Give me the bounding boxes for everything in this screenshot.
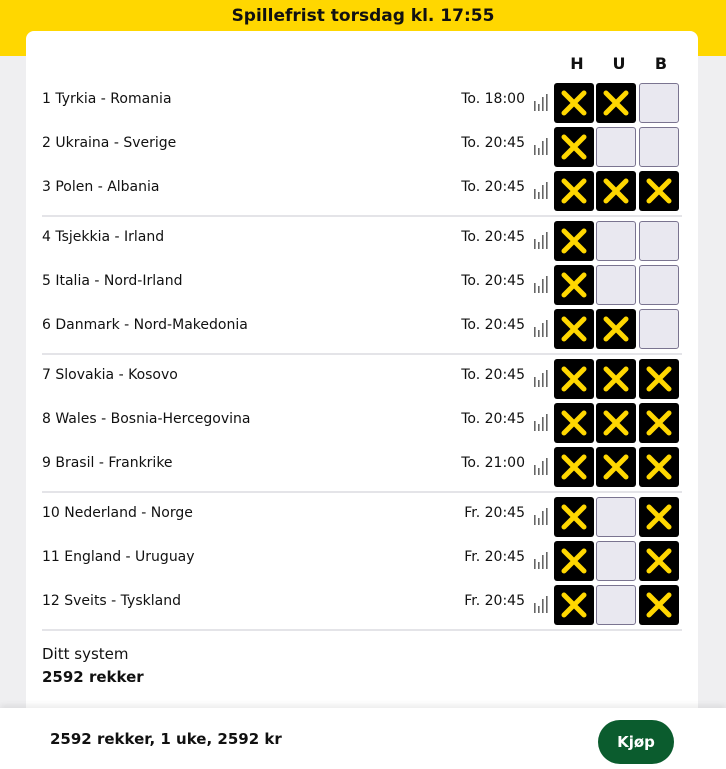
x-mark-icon	[560, 133, 588, 161]
pick-box-b[interactable]	[639, 221, 679, 261]
pick-box-u[interactable]	[596, 585, 636, 625]
match-time: Fr. 20:45	[464, 505, 525, 521]
pick-box-b[interactable]	[639, 265, 679, 305]
match-time: To. 20:45	[461, 367, 525, 383]
x-mark-icon	[602, 365, 630, 393]
x-mark-icon	[560, 177, 588, 205]
match-row	[42, 169, 682, 213]
x-mark-icon	[560, 89, 588, 117]
pick-box-u[interactable]	[596, 359, 636, 399]
match-time: To. 21:00	[461, 455, 525, 471]
group-divider	[42, 353, 682, 355]
bar-chart-icon[interactable]	[533, 369, 549, 387]
x-mark-icon	[560, 547, 588, 575]
pick-box-b[interactable]	[639, 83, 679, 123]
x-mark-icon	[560, 365, 588, 393]
x-mark-icon	[560, 591, 588, 619]
bar-chart-icon[interactable]	[533, 457, 549, 475]
bar-chart-icon[interactable]	[533, 413, 549, 431]
pick-box-b[interactable]	[639, 127, 679, 167]
match-time: Fr. 20:45	[464, 549, 525, 565]
bar-chart-icon[interactable]	[533, 319, 549, 337]
pick-box-u[interactable]	[596, 83, 636, 123]
pick-box-h[interactable]	[554, 127, 594, 167]
match-label: 7 Slovakia - Kosovo	[42, 367, 178, 383]
match-time: To. 20:45	[461, 229, 525, 245]
pick-box-b[interactable]	[639, 359, 679, 399]
x-mark-icon	[560, 315, 588, 343]
buy-button[interactable]: Kjøp	[598, 720, 674, 764]
match-time: To. 18:00	[461, 91, 525, 107]
match-label: 5 Italia - Nord-Irland	[42, 273, 183, 289]
x-mark-icon	[645, 591, 673, 619]
column-header-b: B	[654, 54, 668, 73]
x-mark-icon	[560, 409, 588, 437]
bar-chart-icon[interactable]	[533, 275, 549, 293]
pick-box-u[interactable]	[596, 403, 636, 443]
pick-box-h[interactable]	[554, 221, 594, 261]
pick-box-h[interactable]	[554, 585, 594, 625]
pick-box-u[interactable]	[596, 541, 636, 581]
pick-box-h[interactable]	[554, 541, 594, 581]
pick-box-b[interactable]	[639, 309, 679, 349]
x-mark-icon	[645, 547, 673, 575]
match-row	[42, 401, 682, 445]
pick-box-b[interactable]	[639, 403, 679, 443]
match-row	[42, 81, 682, 125]
column-header-h: H	[570, 54, 584, 73]
match-row	[42, 125, 682, 169]
pick-box-u[interactable]	[596, 447, 636, 487]
x-mark-icon	[560, 503, 588, 531]
x-mark-icon	[645, 177, 673, 205]
bar-chart-icon[interactable]	[533, 137, 549, 155]
bar-chart-icon[interactable]	[533, 507, 549, 525]
pick-box-b[interactable]	[639, 497, 679, 537]
match-label: 2 Ukraina - Sverige	[42, 135, 177, 151]
pick-box-b[interactable]	[639, 171, 679, 211]
bar-chart-icon[interactable]	[533, 551, 549, 569]
match-row	[42, 539, 682, 583]
bar-chart-icon[interactable]	[533, 595, 549, 613]
pick-box-u[interactable]	[596, 265, 636, 305]
pick-box-b[interactable]	[639, 585, 679, 625]
bar-chart-icon[interactable]	[533, 181, 549, 199]
x-mark-icon	[602, 409, 630, 437]
x-mark-icon	[645, 365, 673, 393]
pick-box-b[interactable]	[639, 541, 679, 581]
pick-box-u[interactable]	[596, 497, 636, 537]
match-time: To. 20:45	[461, 135, 525, 151]
match-label: 9 Brasil - Frankrike	[42, 455, 173, 471]
x-mark-icon	[560, 453, 588, 481]
system-label: Ditt system	[42, 645, 129, 663]
match-row	[42, 445, 682, 489]
pick-box-h[interactable]	[554, 497, 594, 537]
pick-box-h[interactable]	[554, 359, 594, 399]
match-label: 4 Tsjekkia - Irland	[42, 229, 165, 245]
order-summary: 2592 rekker, 1 uke, 2592 kr	[50, 730, 282, 748]
match-row	[42, 583, 682, 627]
pick-box-h[interactable]	[554, 83, 594, 123]
match-row	[42, 357, 682, 401]
system-value: 2592 rekker	[42, 668, 144, 686]
match-time: To. 20:45	[461, 273, 525, 289]
deadline-title: Spillefrist torsdag kl. 17:55	[231, 6, 495, 26]
x-mark-icon	[602, 315, 630, 343]
match-label: 1 Tyrkia - Romania	[42, 91, 172, 107]
pick-box-u[interactable]	[596, 221, 636, 261]
pick-box-u[interactable]	[596, 127, 636, 167]
match-label: 3 Polen - Albania	[42, 179, 160, 195]
pick-box-u[interactable]	[596, 171, 636, 211]
pick-box-h[interactable]	[554, 403, 594, 443]
match-label: 10 Nederland - Norge	[42, 505, 193, 521]
group-divider	[42, 215, 682, 217]
match-label: 6 Danmark - Nord-Makedonia	[42, 317, 248, 333]
x-mark-icon	[602, 177, 630, 205]
pick-box-h[interactable]	[554, 265, 594, 305]
x-mark-icon	[602, 89, 630, 117]
x-mark-icon	[645, 453, 673, 481]
match-time: To. 20:45	[461, 317, 525, 333]
x-mark-icon	[602, 453, 630, 481]
x-mark-icon	[645, 503, 673, 531]
match-label: 11 England - Uruguay	[42, 549, 195, 565]
bar-chart-icon[interactable]	[533, 93, 549, 111]
column-header-u: U	[612, 54, 626, 73]
match-time: Fr. 20:45	[464, 593, 525, 609]
match-label: 8 Wales - Bosnia-Hercegovina	[42, 411, 251, 427]
pick-box-u[interactable]	[596, 309, 636, 349]
group-divider	[42, 491, 682, 493]
footer-bar	[0, 708, 726, 769]
match-row	[42, 307, 682, 351]
bar-chart-icon[interactable]	[533, 231, 549, 249]
match-label: 12 Sveits - Tyskland	[42, 593, 181, 609]
pick-box-h[interactable]	[554, 171, 594, 211]
pick-box-h[interactable]	[554, 447, 594, 487]
match-row	[42, 495, 682, 539]
x-mark-icon	[560, 227, 588, 255]
match-row	[42, 219, 682, 263]
match-row	[42, 263, 682, 307]
pick-box-b[interactable]	[639, 447, 679, 487]
x-mark-icon	[560, 271, 588, 299]
match-time: To. 20:45	[461, 179, 525, 195]
x-mark-icon	[645, 409, 673, 437]
pick-box-h[interactable]	[554, 309, 594, 349]
group-divider	[42, 629, 682, 631]
match-time: To. 20:45	[461, 411, 525, 427]
